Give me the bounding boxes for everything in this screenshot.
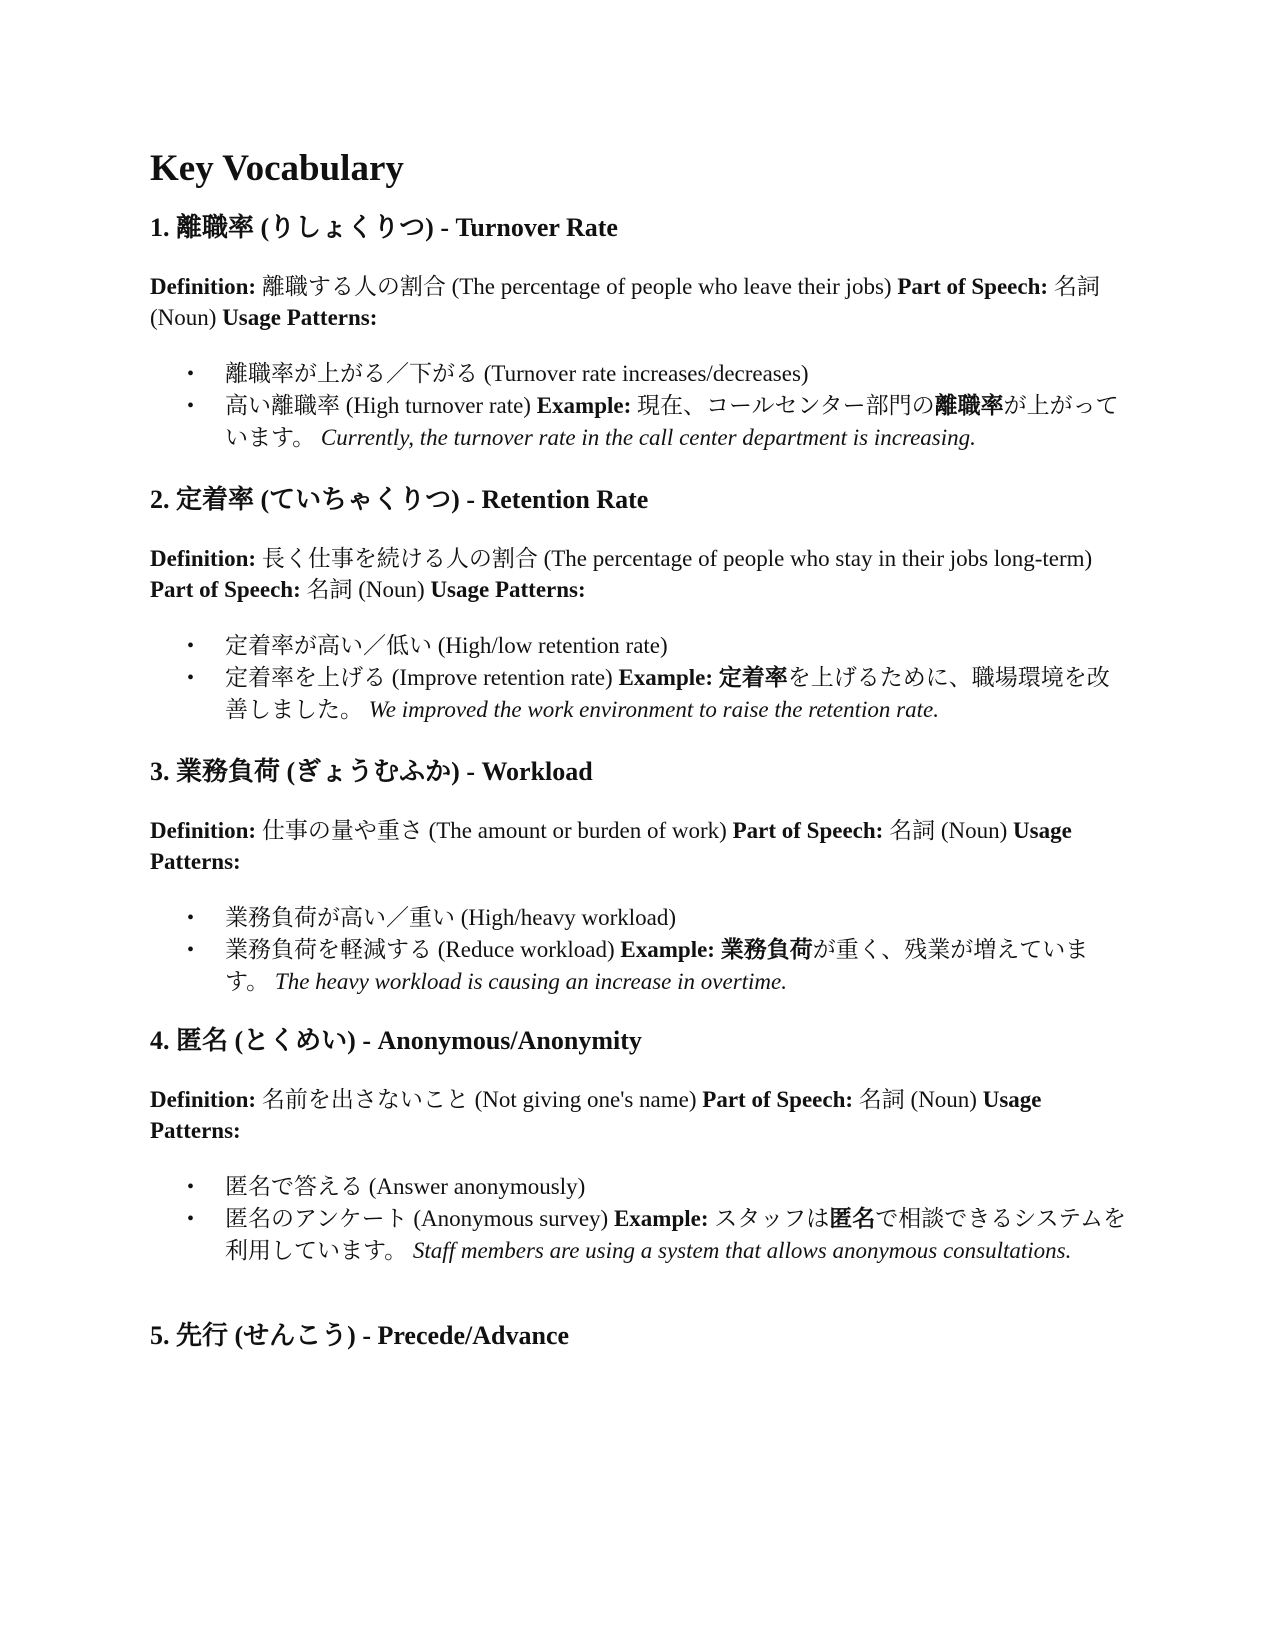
usage-item: • 定着率を上げる (Improve retention rate) Example: 定着率を上げるために、職場環境を改善しました。 We improved the work environment to raise the retention rate. [225, 662, 1130, 726]
entry-heading: 3. 業務負荷 (ぎょうむふか) - Workload [150, 757, 593, 786]
entry-definition [150, 815, 1130, 877]
entry-definition [150, 271, 1130, 333]
definition-text: 離職する人の割合 (The percentage of people who leave their jobs) [261, 274, 892, 299]
entry-heading: 5. 先行 (せんこう) - Precede/Advance [150, 1321, 570, 1350]
example-translation: Staff members are using a system that allows anonymous consultations. [412, 1238, 1072, 1263]
usage-patterns-label: Usage Patterns: [150, 1087, 1042, 1143]
definition-label: Definition: [150, 546, 257, 571]
part-of-speech-label: Part of Speech: [897, 274, 1049, 299]
page-title: Key Vocabulary [150, 148, 404, 189]
usage-item: • 高い離職率 (High turnover rate) Example: 現在、コールセンター部門の離職率が上がっています。 Currently, the turnover rate in the call center department is increasing. [225, 390, 1130, 454]
example-text: 定着率を上げるために、職場環境を改善しました。 [225, 665, 1110, 722]
example-text: スタッフは匿名で相談できるシステムを利用しています。 [225, 1206, 1126, 1263]
definition-label: Definition: [150, 274, 257, 299]
example-translation: Currently, the turnover rate in the call center department is increasing. [320, 425, 976, 450]
example-text: 業務負荷が重く、残業が増えています。 [225, 937, 1089, 994]
vocab-entry [150, 1024, 1130, 1267]
vocab-entry [150, 211, 1130, 454]
example-label: Example: [620, 937, 715, 962]
part-of-speech-value: 名詞 (Noun) [306, 577, 425, 602]
example-text: 現在、コールセンター部門の離職率が上がっています。 [225, 393, 1119, 450]
example-label: Example: [618, 665, 714, 690]
vocab-entry [150, 755, 1130, 998]
part-of-speech-value: 名詞 (Noun) [858, 1087, 977, 1112]
example-label: Example: [536, 393, 632, 418]
part-of-speech-label: Part of Speech: [732, 818, 884, 843]
usage-list [150, 902, 1130, 998]
part-of-speech-label: Part of Speech: [150, 577, 301, 602]
part-of-speech-label: Part of Speech: [702, 1087, 854, 1112]
usage-patterns-label: Usage Patterns: [150, 818, 1072, 874]
vocab-entry [150, 483, 1130, 726]
definition-label: Definition: [150, 1087, 257, 1112]
usage-item: • 匿名で答える (Answer anonymously) [225, 1171, 1130, 1203]
usage-item: • 業務負荷を軽減する (Reduce workload) Example: 業務負荷が重く、残業が増えています。 The heavy workload is causing an increase in overtime. [225, 934, 1130, 998]
entry-heading: 1. 離職率 (りしょくりつ) - Turnover Rate [150, 213, 618, 242]
usage-item: • 匿名のアンケート (Anonymous survey) Example: スタッフは匿名で相談できるシステムを利用しています。 Staff members are using a system that allows anonymous consultations. [225, 1203, 1130, 1267]
example-translation: The heavy workload is causing an increase in overtime. [274, 969, 787, 994]
usage-patterns-label: Usage Patterns: [222, 305, 378, 330]
usage-list [150, 1171, 1130, 1267]
entry-definition [150, 543, 1130, 605]
part-of-speech-value: 名詞 (Noun) [150, 274, 1100, 330]
usage-patterns-label: Usage Patterns: [430, 577, 586, 602]
usage-list [150, 358, 1130, 454]
entry-heading: 2. 定着率 (ていちゃくりつ) - Retention Rate [150, 485, 649, 514]
usage-item: • 定着率が高い／低い (High/low retention rate) [225, 630, 1130, 662]
usage-item: • 業務負荷が高い／重い (High/heavy workload) [225, 902, 1130, 934]
definition-text: 名前を出さないこと (Not giving one's name) [261, 1087, 697, 1112]
example-translation: We improved the work environment to raise the retention rate. [368, 697, 939, 722]
usage-item: • 離職率が上がる／下がる (Turnover rate increases/decreases) [225, 358, 1130, 390]
vocab-entry [150, 1319, 1130, 1353]
definition-label: Definition: [150, 818, 257, 843]
definition-text: 長く仕事を続ける人の割合 (The percentage of people who stay in their jobs long-term) [261, 546, 1093, 571]
usage-list [150, 630, 1130, 726]
part-of-speech-value: 名詞 (Noun) [889, 818, 1008, 843]
definition-text: 仕事の量や重さ (The amount or burden of work) [261, 818, 727, 843]
entry-heading: 4. 匿名 (とくめい) - Anonymous/Anonymity [150, 1026, 642, 1055]
entry-definition [150, 1084, 1130, 1146]
example-label: Example: [613, 1206, 709, 1231]
